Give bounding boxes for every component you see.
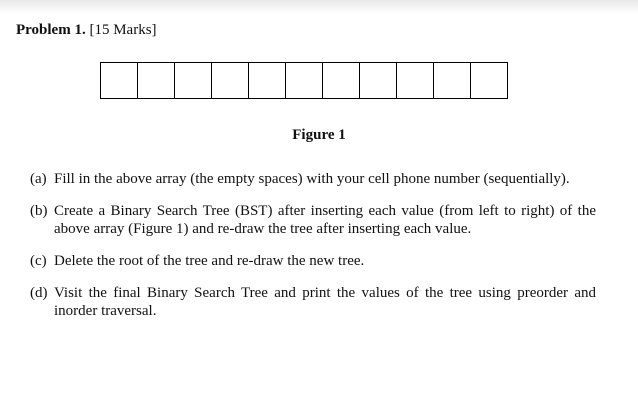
problem-title: Problem 1. bbox=[16, 22, 86, 38]
problem-heading bbox=[16, 22, 157, 39]
top-shadow bbox=[0, 0, 638, 14]
array-cell bbox=[360, 63, 397, 98]
array-cell bbox=[471, 63, 507, 98]
question-text: Create a Binary Search Tree (BST) after inserting each value (from left to right) of the above array (Figure 1) and re-draw the tree after inserting each value. bbox=[54, 203, 596, 237]
array-cell bbox=[101, 63, 138, 98]
array-cell bbox=[175, 63, 212, 98]
question-item-a bbox=[30, 170, 596, 188]
question-item-d bbox=[30, 284, 596, 320]
phone-number-array bbox=[100, 62, 508, 99]
figure-caption: Figure 1 bbox=[292, 127, 346, 143]
array-cell bbox=[397, 63, 434, 98]
question-text: Fill in the above array (the empty spaces) with your cell phone number (sequentially). bbox=[54, 171, 570, 187]
array-cell bbox=[434, 63, 471, 98]
array-cell bbox=[286, 63, 323, 98]
array-cell bbox=[249, 63, 286, 98]
question-text: Visit the final Binary Search Tree and print the values of the tree using preorder and inorder traversal. bbox=[54, 285, 596, 319]
question-item-b bbox=[30, 202, 596, 238]
array-cell bbox=[138, 63, 175, 98]
array-cell bbox=[212, 63, 249, 98]
problem-marks: [15 Marks] bbox=[89, 22, 157, 38]
question-label: (d) bbox=[30, 285, 48, 301]
question-text: Delete the root of the tree and re-draw the new tree. bbox=[54, 253, 365, 269]
question-item-c bbox=[30, 252, 596, 270]
question-label: (a) bbox=[30, 171, 47, 187]
array-cell bbox=[323, 63, 360, 98]
question-label: (b) bbox=[30, 203, 48, 219]
question-list bbox=[30, 170, 596, 334]
question-label: (c) bbox=[30, 253, 47, 269]
